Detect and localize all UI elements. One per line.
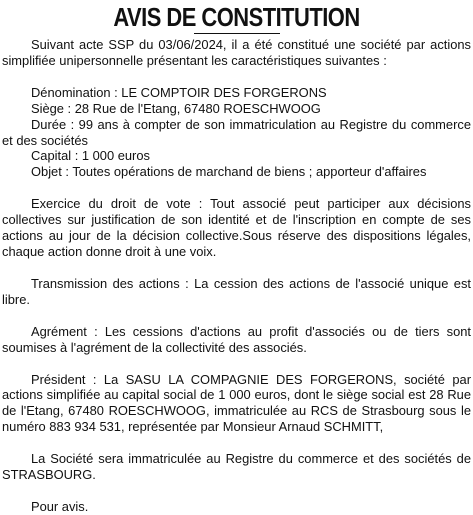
title-underline <box>194 33 280 34</box>
transmission-paragraph: Transmission des actions : La cession des actions de l'associé unique est libre. <box>2 275 471 307</box>
notice-body <box>2 37 471 515</box>
company-details <box>2 85 471 180</box>
duree-line: Durée : 99 ans à compter de son immatriculation au Registre du commerce et des sociétés <box>2 116 471 148</box>
spacer <box>2 435 471 451</box>
spacer <box>2 308 471 324</box>
spacer <box>2 180 471 196</box>
capital-line: Capital : 1 000 euros <box>31 148 150 164</box>
objet-line: Objet : Toutes opérations de marchand de biens ; apporteur d'affaires <box>31 164 427 180</box>
spacer <box>2 483 471 499</box>
spacer <box>2 69 471 85</box>
spacer <box>2 260 471 276</box>
siege-line: Siège : 28 Rue de l'Etang, 67480 ROESCHWOOG <box>31 100 321 116</box>
legal-notice <box>2 4 471 515</box>
intro-paragraph: Suivant acte SSP du 03/06/2024, il a été constitué une société par actions simplifiée unipersonnelle présentant les caractéristiques suivantes : <box>2 37 471 68</box>
agrement-paragraph: Agrément : Les cessions d'actions au profit d'associés ou de tiers sont soumises à l'agrément de la collectivité des associés. <box>2 323 471 355</box>
immatriculation-paragraph: La Société sera immatriculée au Registre du commerce et des sociétés de STRASBOURG. <box>2 451 471 483</box>
spacer <box>2 356 471 372</box>
denomination-line: Dénomination : LE COMPTOIR DES FORGERONS <box>31 84 327 100</box>
president-paragraph: Président : La SASU LA COMPAGNIE DES FORGERONS, société par actions simplifiée au capital social de 1 000 euros, dont le siège social est 28 Rue de l'Etang, 67480 ROESCHWOOG, immatriculée au RCS de Strasbourg sous le numéro 883 934 531, représentée par Monsieur Arnaud SCHMITT, <box>2 371 471 435</box>
vote-paragraph: Exercice du droit de vote : Tout associé peut participer aux décisions collectives sur justification de son identité et de l'inscription en compte de ses actions au jour de la décision collective.Sous réserve des dispositions légales, chaque action donne droit à une voix. <box>2 196 471 259</box>
notice-title: AVIS DE CONSTITUTION <box>113 4 360 32</box>
closing-line: Pour avis. <box>31 498 89 514</box>
